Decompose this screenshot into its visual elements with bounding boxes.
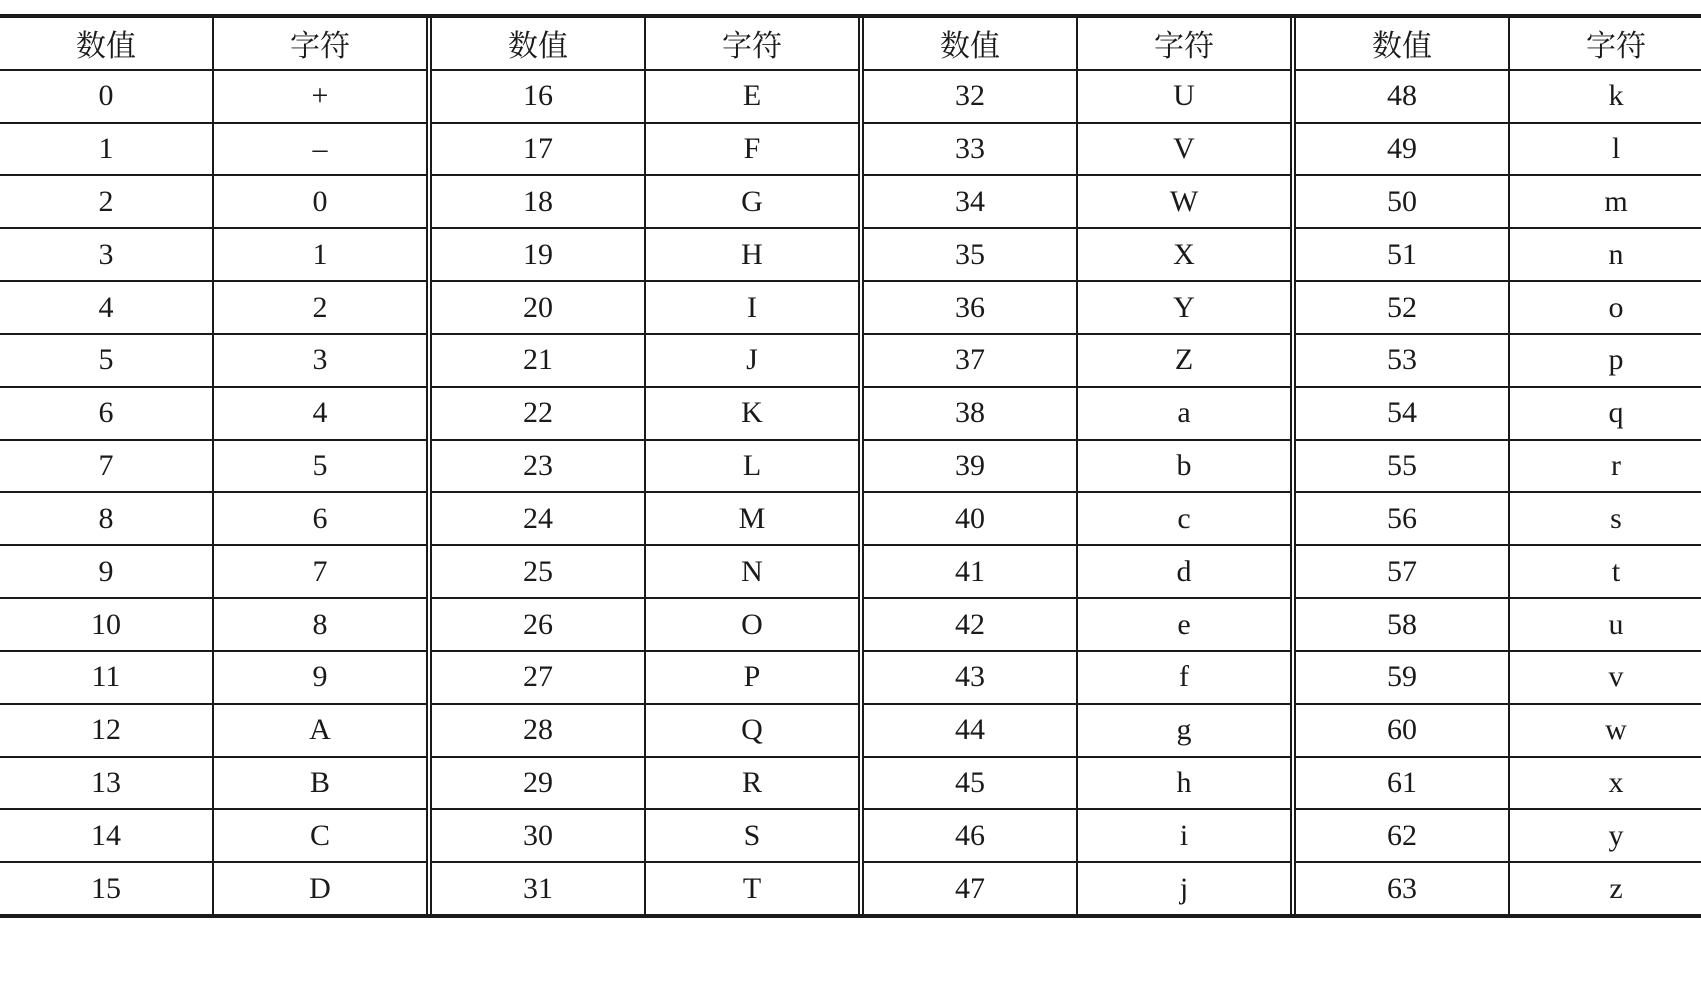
char-cell: z <box>1510 861 1701 914</box>
table-group-2 <box>426 18 858 914</box>
char-cell: t <box>1510 544 1701 597</box>
char-column-header: 字符 <box>722 29 782 65</box>
char-cell: I <box>646 280 858 333</box>
char-cell: H <box>646 227 858 280</box>
value-cell: 63 <box>1296 861 1508 914</box>
value-cell: 7 <box>0 439 212 492</box>
value-column-header: 数值 <box>940 29 1000 65</box>
char-cell: Q <box>646 703 858 756</box>
value-cell: 17 <box>432 122 644 175</box>
value-cell: 13 <box>0 756 212 809</box>
value-char-table <box>0 14 1701 918</box>
char-cell: V <box>1078 122 1290 175</box>
char-cell: v <box>1510 650 1701 703</box>
value-cell: 51 <box>1296 227 1508 280</box>
value-cell: 60 <box>1296 703 1508 756</box>
char-cell: G <box>646 174 858 227</box>
char-cell: 8 <box>214 597 426 650</box>
char-cell: o <box>1510 280 1701 333</box>
value-column-header: 数值 <box>508 29 568 65</box>
value-cell: 50 <box>1296 174 1508 227</box>
value-column <box>432 18 644 914</box>
value-cell: 15 <box>0 861 212 914</box>
char-cell: E <box>646 69 858 122</box>
value-cell: 33 <box>864 122 1076 175</box>
value-cell: 53 <box>1296 333 1508 386</box>
value-cell: 3 <box>0 227 212 280</box>
value-cell: 19 <box>432 227 644 280</box>
value-cell: 2 <box>0 174 212 227</box>
char-cell: 5 <box>214 439 426 492</box>
char-cell: M <box>646 491 858 544</box>
value-cell: 41 <box>864 544 1076 597</box>
value-cell: 55 <box>1296 439 1508 492</box>
char-cell: N <box>646 544 858 597</box>
char-cell: T <box>646 861 858 914</box>
value-cell: 48 <box>1296 69 1508 122</box>
char-cell: C <box>214 808 426 861</box>
value-cell: 24 <box>432 491 644 544</box>
value-cell: 47 <box>864 861 1076 914</box>
char-cell: S <box>646 808 858 861</box>
value-cell: 35 <box>864 227 1076 280</box>
value-cell: 59 <box>1296 650 1508 703</box>
char-cell: l <box>1510 122 1701 175</box>
char-cell: W <box>1078 174 1290 227</box>
char-cell: g <box>1078 703 1290 756</box>
char-cell: m <box>1510 174 1701 227</box>
value-cell: 44 <box>864 703 1076 756</box>
value-cell: 57 <box>1296 544 1508 597</box>
value-cell: 32 <box>864 69 1076 122</box>
char-column-header: 字符 <box>1154 29 1214 65</box>
table-group-4 <box>1290 18 1701 914</box>
char-cell: h <box>1078 756 1290 809</box>
value-cell: 38 <box>864 386 1076 439</box>
char-cell: D <box>214 861 426 914</box>
value-cell: 40 <box>864 491 1076 544</box>
char-cell: 7 <box>214 544 426 597</box>
char-cell: n <box>1510 227 1701 280</box>
char-cell: e <box>1078 597 1290 650</box>
value-cell: 5 <box>0 333 212 386</box>
value-cell: 46 <box>864 808 1076 861</box>
value-cell: 18 <box>432 174 644 227</box>
char-cell: a <box>1078 386 1290 439</box>
value-cell: 58 <box>1296 597 1508 650</box>
value-cell: 39 <box>864 439 1076 492</box>
char-cell: Z <box>1078 333 1290 386</box>
char-column-header: 字符 <box>1586 29 1646 65</box>
char-cell: f <box>1078 650 1290 703</box>
char-cell: x <box>1510 756 1701 809</box>
char-cell: 0 <box>214 174 426 227</box>
value-cell: 9 <box>0 544 212 597</box>
value-cell: 45 <box>864 756 1076 809</box>
char-cell: – <box>214 122 426 175</box>
char-cell: k <box>1510 69 1701 122</box>
value-cell: 62 <box>1296 808 1508 861</box>
char-cell: J <box>646 333 858 386</box>
value-cell: 21 <box>432 333 644 386</box>
value-cell: 6 <box>0 386 212 439</box>
char-cell: + <box>214 69 426 122</box>
char-cell: L <box>646 439 858 492</box>
value-cell: 37 <box>864 333 1076 386</box>
value-cell: 11 <box>0 650 212 703</box>
char-cell: w <box>1510 703 1701 756</box>
value-cell: 30 <box>432 808 644 861</box>
value-cell: 25 <box>432 544 644 597</box>
value-cell: 8 <box>0 491 212 544</box>
char-cell: X <box>1078 227 1290 280</box>
value-cell: 28 <box>432 703 644 756</box>
char-cell: p <box>1510 333 1701 386</box>
value-cell: 22 <box>432 386 644 439</box>
char-column-header: 字符 <box>290 29 350 65</box>
char-cell: b <box>1078 439 1290 492</box>
char-cell: 9 <box>214 650 426 703</box>
char-cell: 1 <box>214 227 426 280</box>
char-cell: d <box>1078 544 1290 597</box>
value-cell: 0 <box>0 69 212 122</box>
char-column <box>644 18 858 914</box>
value-cell: 43 <box>864 650 1076 703</box>
char-cell: 3 <box>214 333 426 386</box>
value-cell: 54 <box>1296 386 1508 439</box>
char-cell: A <box>214 703 426 756</box>
char-cell: F <box>646 122 858 175</box>
value-cell: 61 <box>1296 756 1508 809</box>
char-cell: s <box>1510 491 1701 544</box>
char-cell: Y <box>1078 280 1290 333</box>
value-cell: 34 <box>864 174 1076 227</box>
value-cell: 27 <box>432 650 644 703</box>
char-cell: q <box>1510 386 1701 439</box>
char-cell: u <box>1510 597 1701 650</box>
char-cell: c <box>1078 491 1290 544</box>
value-cell: 49 <box>1296 122 1508 175</box>
char-cell: 6 <box>214 491 426 544</box>
char-cell: K <box>646 386 858 439</box>
char-cell: B <box>214 756 426 809</box>
value-cell: 31 <box>432 861 644 914</box>
value-cell: 56 <box>1296 491 1508 544</box>
char-cell: r <box>1510 439 1701 492</box>
char-column <box>1076 18 1290 914</box>
value-column <box>0 18 212 914</box>
value-cell: 1 <box>0 122 212 175</box>
value-column <box>1296 18 1508 914</box>
value-cell: 14 <box>0 808 212 861</box>
char-cell: R <box>646 756 858 809</box>
value-cell: 12 <box>0 703 212 756</box>
value-cell: 4 <box>0 280 212 333</box>
value-cell: 52 <box>1296 280 1508 333</box>
value-cell: 36 <box>864 280 1076 333</box>
value-cell: 42 <box>864 597 1076 650</box>
char-cell: U <box>1078 69 1290 122</box>
value-cell: 29 <box>432 756 644 809</box>
char-cell: i <box>1078 808 1290 861</box>
char-cell: 4 <box>214 386 426 439</box>
char-column <box>212 18 426 914</box>
table-group-3 <box>858 18 1290 914</box>
value-cell: 10 <box>0 597 212 650</box>
char-cell: y <box>1510 808 1701 861</box>
value-cell: 20 <box>432 280 644 333</box>
value-column-header: 数值 <box>76 29 136 65</box>
char-column <box>1508 18 1701 914</box>
value-cell: 26 <box>432 597 644 650</box>
char-cell: 2 <box>214 280 426 333</box>
char-cell: P <box>646 650 858 703</box>
value-column <box>864 18 1076 914</box>
table-group-1 <box>0 18 426 914</box>
value-cell: 23 <box>432 439 644 492</box>
char-cell: j <box>1078 861 1290 914</box>
value-cell: 16 <box>432 69 644 122</box>
value-column-header: 数值 <box>1372 29 1432 65</box>
char-cell: O <box>646 597 858 650</box>
